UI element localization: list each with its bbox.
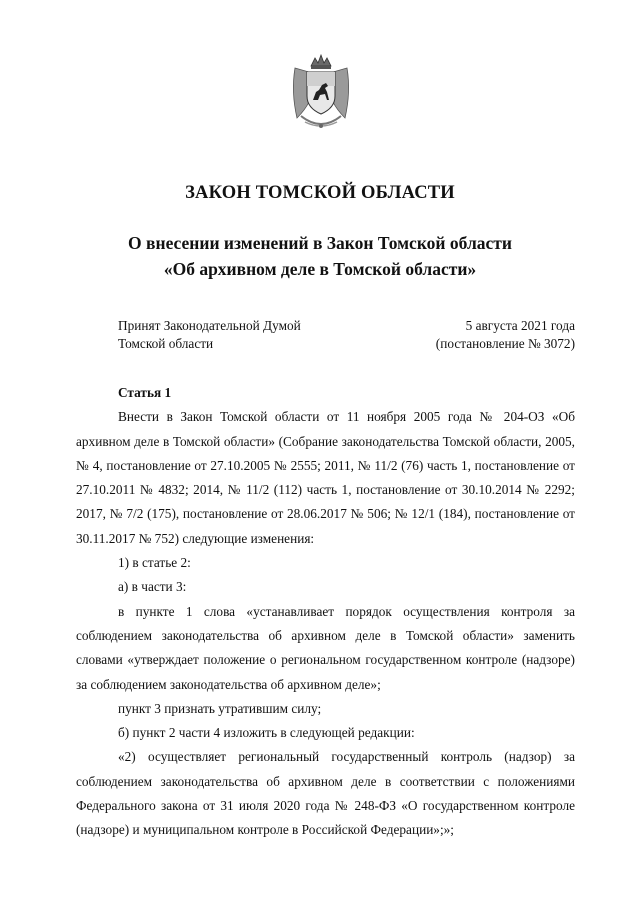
subtitle-line-1: О внесении изменений в Закон Томской области (128, 233, 512, 253)
paragraph-new-wording: «2) осуществляет региональный государственный контроль (надзор) за соблюдением законодательства об архивном деле в соответствии с положениями Федерального закона от 31 июля 2020 года № 248-ФЗ «О государственном контроле (надзоре) и муниципальном контроле в Российской Федерации»;»; (76, 749, 575, 838)
paragraph-amendments-intro: Внести в Закон Томской области от 11 ноября 2005 года № 204-ОЗ «Об архивном деле в Томской области» (Собрание законодательства Томской области, 2005, № 4, постановление от 27.10.2005 № 2555; 2011, № 11/2 (76) часть 1, постановление от 27.10.2011 № 4832; 2014, № 11/2 (112) часть 1, постановление от 30.10.2014 № 2292; 2017, № 7/2 (175), постановление от 28.06.2017 № 506; № 12/1 (184), постановление от 30.11.2017 № 752) следующие изменения: (76, 409, 575, 546)
date-line-2: (постановление № 3072) (435, 336, 575, 351)
paragraph-point-3-repeal: пункт 3 признать утратившим силу; (118, 700, 322, 716)
paragraph-item-b: б) пункт 2 части 4 изложить в следующей редакции: (118, 725, 415, 741)
paragraph-item-a: а) в части 3: (118, 579, 187, 595)
coat-of-arms-icon (289, 52, 353, 132)
law-body (76, 381, 575, 843)
adoption-date (436, 317, 575, 353)
law-subtitle (0, 230, 640, 282)
date-line-1: 5 августа 2021 года (465, 318, 575, 333)
law-title: ЗАКОН ТОМСКОЙ ОБЛАСТИ (185, 183, 455, 203)
paragraph-item-1: 1) в статье 2: (118, 555, 191, 571)
subtitle-line-2: «Об архивном деле в Томской области» (163, 259, 477, 279)
adopted-by (118, 317, 301, 353)
paragraph-point-1-change: в пункте 1 слова «устанавливает порядок осуществления контроля за соблюдением законодательства об архивном деле в Томской области» заменить словами «утверждает положение о региональном государственном контроле (надзоре) за соблюдением законодательства об архивном деле»; (76, 603, 575, 692)
adopted-line-2: Томской области (118, 336, 214, 351)
adopted-line-1: Принят Законодательной Думой (118, 318, 301, 333)
article-heading: Статья 1 (118, 385, 172, 400)
